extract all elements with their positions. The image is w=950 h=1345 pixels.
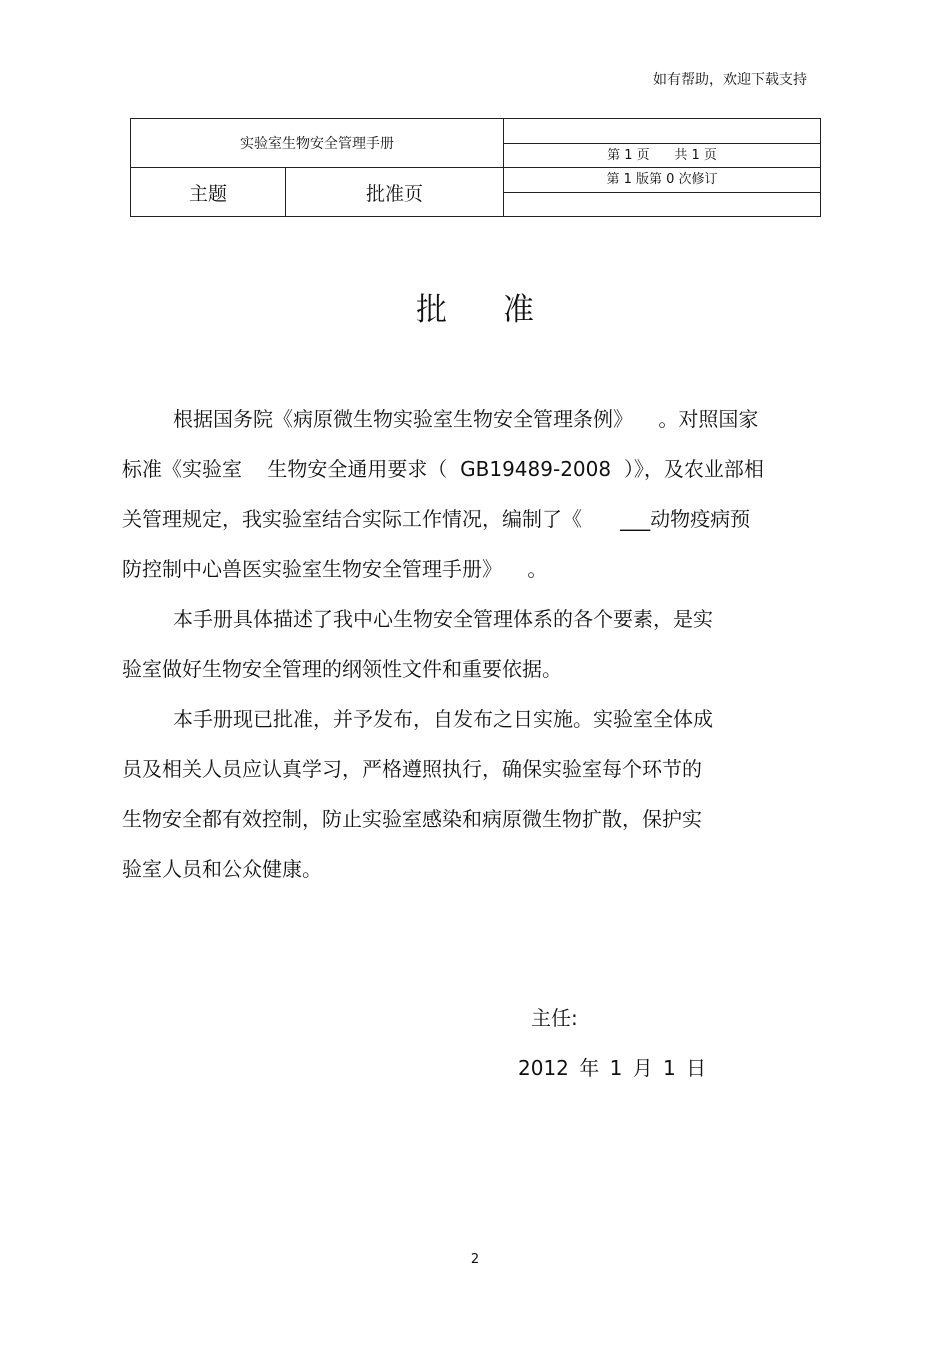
paragraph-2 [122,594,822,694]
page-info: 第 1 页 共 1 页 [607,147,717,163]
version-info: 第 1 版第 0 次修订 [606,172,718,187]
paragraph-line: 关管理规定，我实验室结合实际工作情况，编制了《 ___动物疫病预 [122,507,751,531]
paragraph-line: 员及相关人员应认真学习，严格遵照执行，确保实验室每个环节的 [122,757,702,781]
blank-bottom-cell [504,192,821,217]
page-title: 批准 [416,292,590,328]
subject-value-cell [286,168,504,217]
blank-top-cell [504,119,821,144]
paragraph-3 [122,694,822,894]
paragraph-1 [122,394,822,594]
manual-title: 实验室生物安全管理手册 [240,136,394,152]
paragraph-line: 本手册具体描述了我中心生物安全管理体系的各个要素，是实 [173,607,713,631]
paragraph-line: 标准《实验室 生物安全通用要求（ GB19489-2008 ）》，及农业部相 [122,457,764,481]
manual-title-cell [131,119,504,168]
paragraph-line: 生物安全都有效控制，防止实验室感染和病原微生物扩散，保护实 [122,807,702,831]
header-note: 如有帮助，欢迎下载支持 [653,72,807,88]
page-info-cell [504,143,821,168]
paragraph-line: 验室人员和公众健康。 [122,857,322,881]
page-number: 2 [470,1252,480,1267]
paragraph-line: 防控制中心兽医实验室生物安全管理手册》 。 [122,557,548,581]
subject-label-cell [131,168,286,217]
director-signature-label: 主任: [531,1006,578,1030]
approval-date: 2012 年 1 月 1 日 [518,1056,707,1080]
version-info-cell [504,168,821,193]
paragraph-line: 根据国务院《病原微生物实验室生物安全管理条例》 。对照国家 [173,407,759,431]
subject-value: 批准页 [365,182,423,205]
subject-label: 主题 [188,182,227,205]
approval-body [122,394,822,894]
document-header-table [130,118,821,217]
paragraph-line: 验室做好生物安全管理的纲领性文件和重要依据。 [122,657,562,681]
paragraph-line: 本手册现已批准，并予发布，自发布之日实施。实验室全体成 [173,707,713,731]
